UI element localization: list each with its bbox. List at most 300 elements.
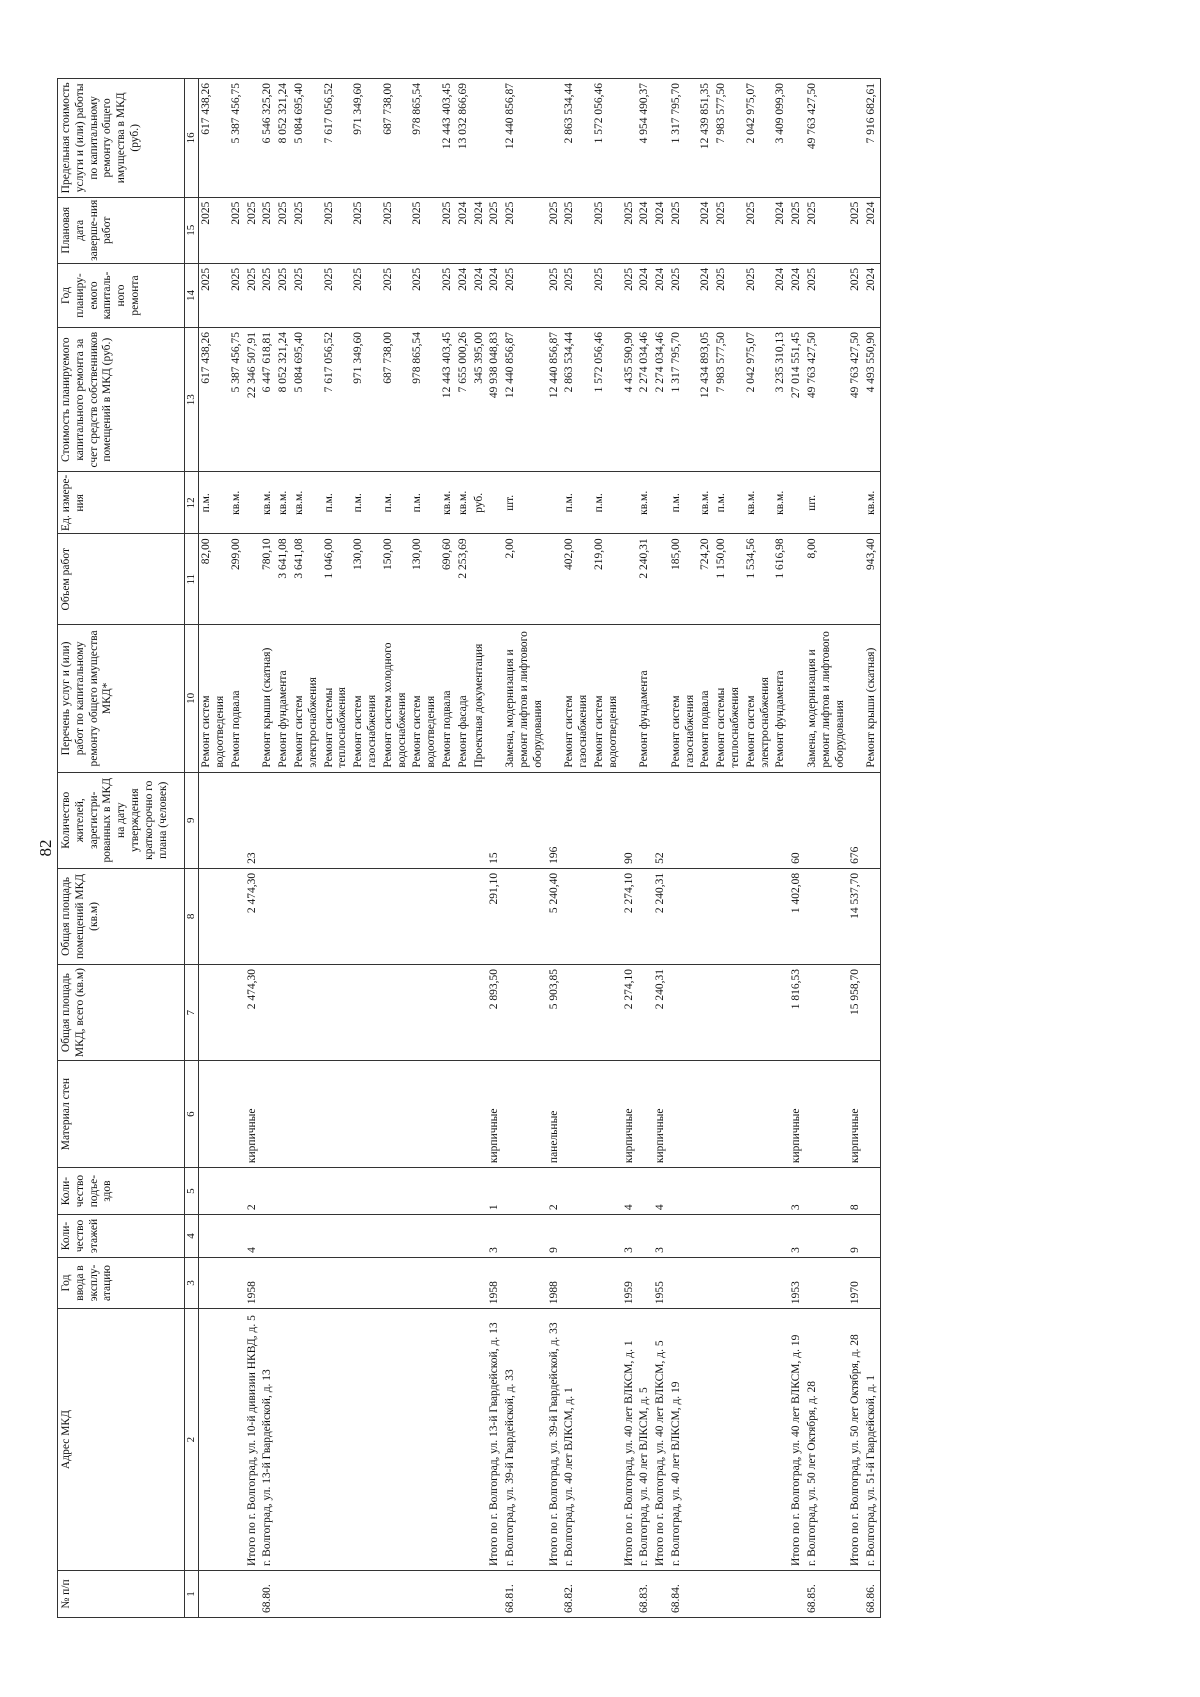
cell-col-16 <box>245 79 261 198</box>
work-row <box>698 79 714 1618</box>
cell-col-10 <box>245 625 261 772</box>
cell-col-15: 2024 <box>653 197 669 263</box>
column-header: Предельная стоимость услуги и (или) работы по капитальному ремонту общего имущества в МКД (руб.) <box>58 79 185 198</box>
cell-col-16 <box>848 79 864 198</box>
cell-col-3 <box>864 1257 880 1308</box>
cell-col-1: 68.86. <box>864 1570 880 1617</box>
cell-col-3: 1958 <box>487 1257 503 1308</box>
cell-col-8 <box>714 868 744 964</box>
cell-col-12: п.м. <box>410 472 440 534</box>
cell-col-6: кирпичные <box>245 1061 261 1168</box>
cell-col-4 <box>351 1215 381 1258</box>
cell-col-4: 9 <box>547 1215 563 1258</box>
cell-col-3: 1955 <box>653 1257 669 1308</box>
column-number: 10 <box>185 625 199 772</box>
cell-col-11 <box>653 534 669 625</box>
work-row <box>744 79 774 1618</box>
cell-col-3 <box>260 1257 276 1308</box>
cell-col-3 <box>472 1257 488 1308</box>
cell-col-7 <box>592 965 622 1061</box>
cell-col-12 <box>487 472 503 534</box>
cell-col-13: 4 493 550,90 <box>864 328 880 472</box>
cell-col-1 <box>199 1570 229 1617</box>
cell-col-8 <box>381 868 411 964</box>
cell-col-4 <box>456 1215 472 1258</box>
house-row <box>562 79 592 1618</box>
cell-col-12 <box>653 472 669 534</box>
cell-col-1 <box>229 1570 245 1617</box>
cell-col-3 <box>714 1257 744 1308</box>
cell-col-8 <box>864 868 880 964</box>
cell-col-14: 2025 <box>440 263 456 327</box>
cell-col-13: 1 317 795,70 <box>669 328 699 472</box>
cell-col-13: 3 235 310,13 <box>773 328 789 472</box>
column-number: 9 <box>185 772 199 868</box>
cell-col-10 <box>487 625 503 772</box>
cell-col-13: 12 434 893,05 <box>698 328 714 472</box>
cell-col-10: Ремонт фундамента <box>637 625 653 772</box>
cell-col-1 <box>714 1570 744 1617</box>
cell-col-3 <box>229 1257 245 1308</box>
cell-col-13: 12 440 856,87 <box>547 328 563 472</box>
total-row <box>848 79 864 1618</box>
cell-col-15: 2025 <box>410 197 440 263</box>
cell-col-15: 2025 <box>669 197 699 263</box>
cell-col-8 <box>229 868 245 964</box>
cell-col-12: шт. <box>503 472 546 534</box>
cell-col-16: 1 317 795,70 <box>669 79 699 198</box>
cell-col-14: 2025 <box>714 263 744 327</box>
cell-col-16: 4 954 490,37 <box>637 79 653 198</box>
cell-col-2 <box>351 1309 381 1571</box>
cell-col-3 <box>637 1257 653 1308</box>
column-header: Коли-чество подъе-здов <box>58 1168 185 1215</box>
column-number: 13 <box>185 328 199 472</box>
cell-col-2 <box>292 1309 322 1571</box>
cell-col-14: 2024 <box>773 263 789 327</box>
column-header: Год ввода в эксплу-атацию <box>58 1257 185 1308</box>
cell-col-4 <box>864 1215 880 1258</box>
cell-col-4 <box>503 1215 546 1258</box>
cell-col-5 <box>229 1168 245 1215</box>
cell-col-1 <box>622 1570 638 1617</box>
cell-col-12: руб. <box>472 472 488 534</box>
cell-col-5: 4 <box>653 1168 669 1215</box>
cell-col-4 <box>322 1215 352 1258</box>
cell-col-6: кирпичные <box>789 1061 805 1168</box>
cell-col-7 <box>714 965 744 1061</box>
cell-col-12 <box>245 472 261 534</box>
cell-col-5: 2 <box>245 1168 261 1215</box>
cell-col-4: 3 <box>789 1215 805 1258</box>
cell-col-5: 3 <box>789 1168 805 1215</box>
cell-col-12: кв.м. <box>744 472 774 534</box>
cell-col-5 <box>410 1168 440 1215</box>
cell-col-1 <box>653 1570 669 1617</box>
cell-col-8 <box>744 868 774 964</box>
cell-col-9 <box>744 772 774 868</box>
cell-col-13: 12 443 403,45 <box>440 328 456 472</box>
cell-col-15: 2024 <box>637 197 653 263</box>
cell-col-13: 2 274 034,46 <box>637 328 653 472</box>
cell-col-16: 8 052 321,24 <box>276 79 292 198</box>
cell-col-1: 68.85. <box>805 1570 848 1617</box>
cell-col-2 <box>456 1309 472 1571</box>
cell-col-9 <box>276 772 292 868</box>
cell-col-14: 2025 <box>805 263 848 327</box>
cell-col-2 <box>773 1309 789 1571</box>
cell-col-9 <box>637 772 653 868</box>
cell-col-6 <box>637 1061 653 1168</box>
cell-col-11: 943,40 <box>864 534 880 625</box>
cell-col-12: шт. <box>805 472 848 534</box>
cell-col-10: Ремонт систем электроснабжения <box>744 625 774 772</box>
cell-col-8 <box>260 868 276 964</box>
cell-col-2: Итого по г. Волгоград, ул. 40 лет ВЛКСМ, д. 1 <box>622 1309 638 1571</box>
work-row <box>456 79 472 1618</box>
cell-col-6 <box>472 1061 488 1168</box>
column-header: Ед. измере-ния <box>58 472 185 534</box>
cell-col-12: п.м. <box>381 472 411 534</box>
cell-col-5: 2 <box>547 1168 563 1215</box>
cell-col-4 <box>744 1215 774 1258</box>
work-row <box>381 79 411 1618</box>
cell-col-7 <box>864 965 880 1061</box>
cell-col-8 <box>276 868 292 964</box>
cell-col-13: 49 763 427,50 <box>848 328 864 472</box>
cell-col-11: 2,00 <box>503 534 546 625</box>
column-header: Перечень услуг и (или) работ по капитальному ремонту общего имущества МКД* <box>58 625 185 772</box>
cell-col-2 <box>229 1309 245 1571</box>
cell-col-3 <box>562 1257 592 1308</box>
cell-col-11 <box>472 534 488 625</box>
cell-col-10: Ремонт подвала <box>229 625 245 772</box>
cell-col-1 <box>789 1570 805 1617</box>
cell-col-1: 68.84. <box>669 1570 699 1617</box>
cell-col-5 <box>260 1168 276 1215</box>
cell-col-16: 12 443 403,45 <box>440 79 456 198</box>
cell-col-1 <box>381 1570 411 1617</box>
cell-col-9 <box>592 772 622 868</box>
cell-col-8 <box>805 868 848 964</box>
cell-col-3 <box>773 1257 789 1308</box>
work-row <box>410 79 440 1618</box>
cell-col-7 <box>773 965 789 1061</box>
column-number: 12 <box>185 472 199 534</box>
work-row <box>229 79 245 1618</box>
cell-col-11: 3 641,08 <box>292 534 322 625</box>
cell-col-4 <box>440 1215 456 1258</box>
cell-col-2 <box>276 1309 292 1571</box>
cell-col-10: Ремонт систем электроснабжения <box>292 625 322 772</box>
cell-col-12 <box>789 472 805 534</box>
cell-col-15: 2025 <box>260 197 276 263</box>
cell-col-3 <box>592 1257 622 1308</box>
cell-col-15: 2024 <box>456 197 472 263</box>
cell-col-5 <box>714 1168 744 1215</box>
cell-col-9: 23 <box>245 772 261 868</box>
cell-col-5 <box>864 1168 880 1215</box>
total-row <box>245 79 261 1618</box>
house-row <box>260 79 276 1618</box>
cell-col-7 <box>744 965 774 1061</box>
cell-col-6 <box>669 1061 699 1168</box>
cell-col-5 <box>472 1168 488 1215</box>
cell-col-9: 15 <box>487 772 503 868</box>
cell-col-11 <box>789 534 805 625</box>
column-header: Материал стен <box>58 1061 185 1168</box>
cell-col-5 <box>592 1168 622 1215</box>
page-number: 82 <box>36 839 55 857</box>
cell-col-12: кв.м. <box>260 472 276 534</box>
total-row <box>487 79 503 1618</box>
column-number: 1 <box>185 1570 199 1617</box>
cell-col-4 <box>562 1215 592 1258</box>
cell-col-5 <box>805 1168 848 1215</box>
work-row <box>440 79 456 1618</box>
column-number: 16 <box>185 79 199 198</box>
cell-col-3 <box>669 1257 699 1308</box>
cell-col-9 <box>410 772 440 868</box>
cell-col-8 <box>637 868 653 964</box>
cell-col-13: 2 863 534,44 <box>562 328 592 472</box>
cell-col-2 <box>698 1309 714 1571</box>
cell-col-1 <box>456 1570 472 1617</box>
column-number: 2 <box>185 1309 199 1571</box>
cell-col-4 <box>805 1215 848 1258</box>
cell-col-2 <box>440 1309 456 1571</box>
cell-col-2: Итого по г. Волгоград, ул. 40 лет ВЛКСМ, д. 5 <box>653 1309 669 1571</box>
cell-col-8: 2 274,10 <box>622 868 638 964</box>
column-header: Коли-чество этажей <box>58 1215 185 1258</box>
document-page <box>35 78 1165 1618</box>
cell-col-9 <box>199 772 229 868</box>
cell-col-9 <box>381 772 411 868</box>
cell-col-11 <box>547 534 563 625</box>
cell-col-12: кв.м. <box>456 472 472 534</box>
cell-col-3 <box>381 1257 411 1308</box>
cell-col-5 <box>637 1168 653 1215</box>
cell-col-6 <box>351 1061 381 1168</box>
cell-col-12 <box>547 472 563 534</box>
cell-col-7 <box>381 965 411 1061</box>
cell-col-10: Ремонт системы теплоснабжения <box>714 625 744 772</box>
cell-col-14: 2025 <box>351 263 381 327</box>
cell-col-15: 2025 <box>276 197 292 263</box>
cell-col-12: п.м. <box>714 472 744 534</box>
cell-col-10: Ремонт подвала <box>440 625 456 772</box>
cell-col-3 <box>292 1257 322 1308</box>
cell-col-11: 3 641,08 <box>276 534 292 625</box>
column-header: Количество жителей, зарегистри-рованных в МКД на дату утверждения краткосрочно го плана (человек) <box>58 772 185 868</box>
cell-col-11: 299,00 <box>229 534 245 625</box>
cell-col-14: 2025 <box>744 263 774 327</box>
cell-col-14: 2025 <box>322 263 352 327</box>
cell-col-6 <box>199 1061 229 1168</box>
cell-col-9 <box>805 772 848 868</box>
cell-col-13: 971 349,60 <box>351 328 381 472</box>
cell-col-10 <box>848 625 864 772</box>
cell-col-9 <box>714 772 744 868</box>
cell-col-6 <box>562 1061 592 1168</box>
cell-col-15: 2025 <box>245 197 261 263</box>
cell-col-14: 2024 <box>637 263 653 327</box>
cell-col-14: 2025 <box>848 263 864 327</box>
cell-col-12: кв.м. <box>276 472 292 534</box>
cell-col-12: кв.м. <box>637 472 653 534</box>
table-body <box>199 79 881 1618</box>
cell-col-10 <box>653 625 669 772</box>
cell-col-13: 5 084 695,40 <box>292 328 322 472</box>
cell-col-5 <box>503 1168 546 1215</box>
cell-col-7 <box>805 965 848 1061</box>
cell-col-1 <box>472 1570 488 1617</box>
cell-col-15: 2025 <box>592 197 622 263</box>
cell-col-5 <box>381 1168 411 1215</box>
cell-col-12 <box>622 472 638 534</box>
cell-col-7: 2 893,50 <box>487 965 503 1061</box>
cell-col-8 <box>698 868 714 964</box>
cell-col-1 <box>292 1570 322 1617</box>
cell-col-9: 90 <box>622 772 638 868</box>
cell-col-16 <box>789 79 805 198</box>
cell-col-4 <box>637 1215 653 1258</box>
cell-col-9 <box>292 772 322 868</box>
cell-col-5 <box>322 1168 352 1215</box>
work-row <box>351 79 381 1618</box>
cell-col-6 <box>714 1061 744 1168</box>
cell-col-4 <box>698 1215 714 1258</box>
cell-col-8: 14 537,70 <box>848 868 864 964</box>
cell-col-7 <box>562 965 592 1061</box>
cell-col-16: 12 440 856,87 <box>503 79 546 198</box>
capital-repair-table <box>57 78 881 1618</box>
column-number: 11 <box>185 534 199 625</box>
cell-col-4 <box>714 1215 744 1258</box>
cell-col-15: 2025 <box>229 197 245 263</box>
cell-col-7: 1 816,53 <box>789 965 805 1061</box>
cell-col-10: Ремонт систем газоснабжения <box>562 625 592 772</box>
cell-col-7: 2 474,30 <box>245 965 261 1061</box>
cell-col-3 <box>276 1257 292 1308</box>
cell-col-16: 6 546 325,20 <box>260 79 276 198</box>
column-number: 5 <box>185 1168 199 1215</box>
column-header: Адрес МКД <box>58 1309 185 1571</box>
cell-col-4: 4 <box>245 1215 261 1258</box>
cell-col-14: 2025 <box>381 263 411 327</box>
cell-col-1 <box>440 1570 456 1617</box>
cell-col-10: Ремонт систем холодного водоснабжения <box>381 625 411 772</box>
cell-col-15: 2025 <box>440 197 456 263</box>
work-row <box>773 79 789 1618</box>
cell-col-16 <box>653 79 669 198</box>
cell-col-13: 2 274 034,46 <box>653 328 669 472</box>
cell-col-10: Ремонт фундамента <box>276 625 292 772</box>
cell-col-16: 7 983 577,50 <box>714 79 744 198</box>
cell-col-13: 617 438,26 <box>199 328 229 472</box>
cell-col-15: 2025 <box>381 197 411 263</box>
cell-col-5: 4 <box>622 1168 638 1215</box>
cell-col-1 <box>245 1570 261 1617</box>
cell-col-6 <box>260 1061 276 1168</box>
cell-col-7 <box>637 965 653 1061</box>
work-row <box>592 79 622 1618</box>
cell-col-11 <box>487 534 503 625</box>
cell-col-1: 68.81. <box>503 1570 546 1617</box>
cell-col-15: 2025 <box>547 197 563 263</box>
cell-col-9 <box>773 772 789 868</box>
total-row <box>547 79 563 1618</box>
column-header: Общая площадь помещений МКД (кв.м) <box>58 868 185 964</box>
cell-col-10: Ремонт крыши (скатная) <box>864 625 880 772</box>
total-row <box>653 79 669 1618</box>
cell-col-16: 49 763 427,50 <box>805 79 848 198</box>
cell-col-2 <box>410 1309 440 1571</box>
cell-col-13: 978 865,54 <box>410 328 440 472</box>
cell-col-14: 2024 <box>789 263 805 327</box>
cell-col-10: Ремонт систем водоотведения <box>592 625 622 772</box>
cell-col-13: 49 763 427,50 <box>805 328 848 472</box>
cell-col-16: 617 438,26 <box>199 79 229 198</box>
cell-col-5 <box>292 1168 322 1215</box>
cell-col-13: 7 617 056,52 <box>322 328 352 472</box>
cell-col-16: 7 617 056,52 <box>322 79 352 198</box>
cell-col-7 <box>351 965 381 1061</box>
cell-col-15: 2025 <box>292 197 322 263</box>
cell-col-10: Ремонт фундамента <box>773 625 789 772</box>
cell-col-15: 2025 <box>199 197 229 263</box>
cell-col-10 <box>547 625 563 772</box>
cell-col-6: кирпичные <box>487 1061 503 1168</box>
cell-col-16: 971 349,60 <box>351 79 381 198</box>
cell-col-5 <box>669 1168 699 1215</box>
column-number: 4 <box>185 1215 199 1258</box>
cell-col-10: Замена, модернизация и ремонт лифтов и лифтового оборудования <box>503 625 546 772</box>
cell-col-6 <box>229 1061 245 1168</box>
column-number: 3 <box>185 1257 199 1308</box>
cell-col-7 <box>322 965 352 1061</box>
cell-col-3: 1958 <box>245 1257 261 1308</box>
cell-col-15: 2025 <box>487 197 503 263</box>
cell-col-6 <box>440 1061 456 1168</box>
cell-col-11: 402,00 <box>562 534 592 625</box>
cell-col-4 <box>292 1215 322 1258</box>
cell-col-8: 2 240,31 <box>653 868 669 964</box>
cell-col-7 <box>229 965 245 1061</box>
cell-col-10 <box>789 625 805 772</box>
cell-col-3 <box>744 1257 774 1308</box>
cell-col-11: 2 253,69 <box>456 534 472 625</box>
cell-col-4: 9 <box>848 1215 864 1258</box>
cell-col-14: 2025 <box>245 263 261 327</box>
cell-col-1 <box>698 1570 714 1617</box>
cell-col-6 <box>456 1061 472 1168</box>
cell-col-3 <box>698 1257 714 1308</box>
cell-col-13: 345 395,00 <box>472 328 488 472</box>
cell-col-8: 5 240,40 <box>547 868 563 964</box>
cell-col-7: 15 958,70 <box>848 965 864 1061</box>
cell-col-15: 2025 <box>744 197 774 263</box>
column-header: Объем работ <box>58 534 185 625</box>
cell-col-7 <box>456 965 472 1061</box>
cell-col-9 <box>260 772 276 868</box>
cell-col-7: 2 240,31 <box>653 965 669 1061</box>
cell-col-14: 2025 <box>199 263 229 327</box>
cell-col-2: Итого по г. Волгоград, ул. 13-й Гвардейской, д. 13 <box>487 1309 503 1571</box>
cell-col-11: 780,10 <box>260 534 276 625</box>
cell-col-8 <box>199 868 229 964</box>
cell-col-16 <box>547 79 563 198</box>
